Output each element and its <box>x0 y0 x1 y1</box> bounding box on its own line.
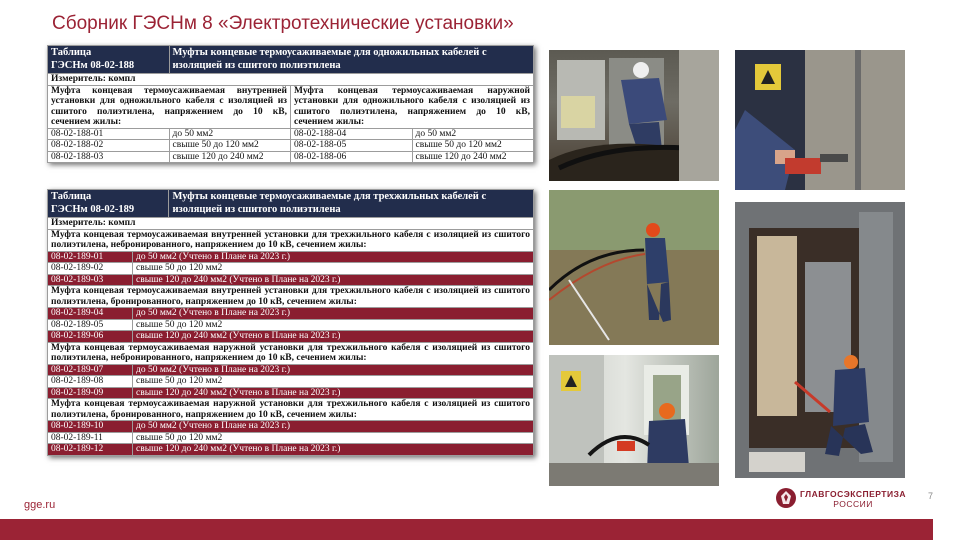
table-08-02-188 <box>47 45 534 163</box>
description-cell: свыше 50 до 120 мм2 <box>133 319 534 331</box>
column-header-outdoor: Муфта концевая термоусаживаемая наружной установки для одножильного кабеля с изоляцией из сшитого полиэтилена, напряжением до 10 кВ, сечением жилы: <box>291 85 534 128</box>
description-cell: свыше 120 до 240 мм2 <box>169 151 291 163</box>
code-cell: 08-02-189-03 <box>48 274 133 286</box>
glavgosexpertiza-logo-icon <box>776 488 796 508</box>
table-row <box>48 263 534 275</box>
table-row <box>48 432 534 444</box>
group-header: Муфта концевая термоусаживаемая внутренней установки для трехжильного кабеля с изоляцией из сшитого полиэтилена, небронированного, напряжением до 10 кВ, сечением жилы: <box>48 229 534 251</box>
table-row <box>48 274 534 286</box>
code-cell: 08-02-189-09 <box>48 387 133 399</box>
table-row <box>48 319 534 331</box>
page-number: 7 <box>928 491 934 501</box>
table-row <box>48 444 534 456</box>
group-header: Муфта концевая термоусаживаемая внутренней установки для трехжильного кабеля с изоляцией из сшитого полиэтилена, бронированного, напряжением до 10 кВ, сечением жилы: <box>48 286 534 308</box>
description-cell: свыше 50 до 120 мм2 <box>412 140 534 152</box>
table-name: Муфты концевые термоусаживаемые для трехжильных кабелей с изоляцией из сшитого полиэтилена <box>169 190 534 218</box>
logo-line-1: ГЛАВГОСЭКСПЕРТИЗА <box>800 489 907 499</box>
logo-line-2: РОССИИ <box>833 499 873 509</box>
code-cell: 08-02-189-12 <box>48 444 133 456</box>
code-cell: 08-02-189-06 <box>48 331 133 343</box>
description-cell: свыше 120 до 240 мм2 (Учтено в Плане на 2023 г.) <box>133 274 534 286</box>
group-header: Муфта концевая термоусаживаемая наружной установки для трехжильного кабеля с изоляцией из сшитого полиэтилена, бронированного, напряжением до 10 кВ, сечением жилы: <box>48 399 534 421</box>
table-row <box>48 128 534 140</box>
description-cell: свыше 120 до 240 мм2 (Учтено в Плане на 2023 г.) <box>133 444 534 456</box>
table-row <box>48 140 534 152</box>
group-header-row <box>48 342 534 364</box>
table-08-02-189 <box>47 189 534 456</box>
code-cell: 08-02-189-02 <box>48 263 133 275</box>
code-cell: 08-02-188-01 <box>48 128 170 140</box>
group-header: Муфта концевая термоусаживаемая наружной установки для трехжильного кабеля с изоляцией из сшитого полиэтилена, небронированного, напряжением до 10 кВ, сечением жилы: <box>48 342 534 364</box>
code-cell: 08-02-188-02 <box>48 140 170 152</box>
photo-worker-in-substation-doorway <box>735 202 905 478</box>
photo-worker-indoor-kneeling <box>549 355 719 486</box>
description-cell: до 50 мм2 (Учтено в Плане на 2023 г.) <box>133 308 534 320</box>
unit-label: Измеритель: компл <box>48 218 534 230</box>
website-url[interactable]: gge.ru <box>24 499 56 511</box>
table-row <box>48 376 534 388</box>
table-row <box>48 151 534 163</box>
code-cell: 08-02-189-11 <box>48 432 133 444</box>
photo-cable-termination-closeup <box>735 50 905 190</box>
code-cell: 08-02-189-04 <box>48 308 133 320</box>
photo-worker-outdoor-cable <box>549 190 719 345</box>
column-header-indoor: Муфта концевая термоусаживаемая внутренней установки для одножильного кабеля с изоляцией из сшитого полиэтилена, напряжением до 10 кВ, сечением жилы: <box>48 85 291 128</box>
code-cell: 08-02-188-05 <box>291 140 413 152</box>
table-row <box>48 331 534 343</box>
description-cell: до 50 мм2 <box>412 128 534 140</box>
code-cell: 08-02-189-01 <box>48 251 133 263</box>
group-header-row <box>48 399 534 421</box>
code-cell: 08-02-189-08 <box>48 376 133 388</box>
slide-title: Сборник ГЭСНм 8 «Электротехнические установки» <box>52 13 514 34</box>
group-header-row <box>48 286 534 308</box>
description-cell: свыше 50 до 120 мм2 <box>133 263 534 275</box>
code-cell: 08-02-188-06 <box>291 151 413 163</box>
table-row <box>48 421 534 433</box>
code-cell: 08-02-189-05 <box>48 319 133 331</box>
footer-bar <box>0 519 933 540</box>
description-cell: свыше 50 до 120 мм2 <box>169 140 291 152</box>
description-cell: до 50 мм2 <box>169 128 291 140</box>
group-header-row <box>48 229 534 251</box>
organization-logo-text <box>800 489 906 509</box>
description-cell: свыше 120 до 240 мм2 <box>412 151 534 163</box>
description-cell: до 50 мм2 (Учтено в Плане на 2023 г.) <box>133 364 534 376</box>
table-row <box>48 308 534 320</box>
table-row <box>48 387 534 399</box>
description-cell: свыше 120 до 240 мм2 (Учтено в Плане на 2023 г.) <box>133 331 534 343</box>
description-cell: до 50 мм2 (Учтено в Плане на 2023 г.) <box>133 251 534 263</box>
description-cell: до 50 мм2 (Учтено в Плане на 2023 г.) <box>133 421 534 433</box>
photo-worker-at-switchgear <box>549 50 719 181</box>
table-row <box>48 251 534 263</box>
description-cell: свыше 50 до 120 мм2 <box>133 432 534 444</box>
table-name: Муфты концевые термоусаживаемые для одножильных кабелей с изоляцией из сшитого полиэтилена <box>169 46 534 74</box>
code-cell: 08-02-189-10 <box>48 421 133 433</box>
table-code-label: Таблица ГЭСНм 08-02-189 <box>48 190 169 218</box>
table-code-label: Таблица ГЭСНм 08-02-188 <box>48 46 170 74</box>
description-cell: свыше 50 до 120 мм2 <box>133 376 534 388</box>
code-cell: 08-02-188-03 <box>48 151 170 163</box>
table-row <box>48 364 534 376</box>
code-cell: 08-02-188-04 <box>291 128 413 140</box>
code-cell: 08-02-189-07 <box>48 364 133 376</box>
unit-label: Измеритель: компл <box>48 74 534 86</box>
description-cell: свыше 120 до 240 мм2 (Учтено в Плане на 2023 г.) <box>133 387 534 399</box>
